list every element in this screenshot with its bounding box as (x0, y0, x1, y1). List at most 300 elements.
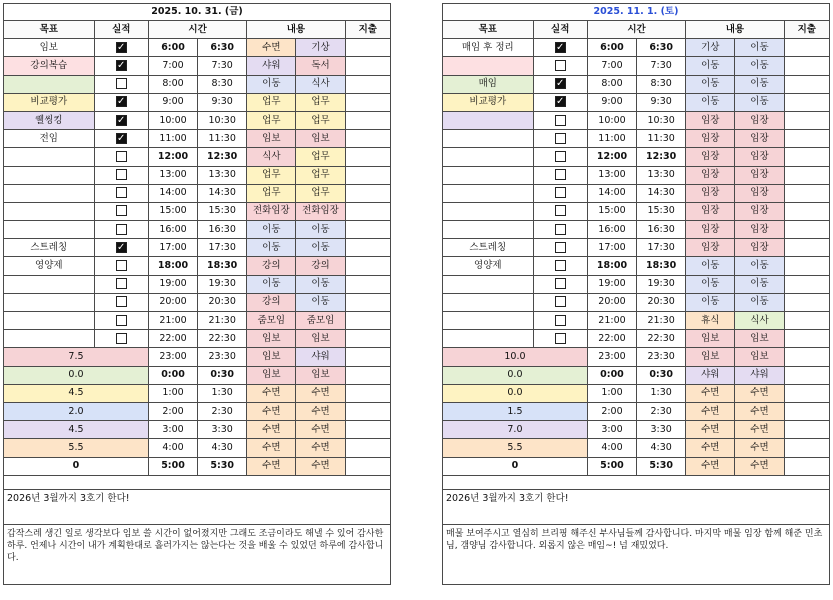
goal-cell[interactable] (4, 166, 95, 184)
activity-first-half[interactable]: 수면 (247, 421, 296, 439)
activity-second-half[interactable]: 식사 (296, 75, 345, 93)
expense-cell[interactable] (345, 312, 390, 330)
activity-first-half[interactable]: 강의 (247, 293, 296, 311)
expense-cell[interactable] (345, 75, 390, 93)
start-time: 16:00 (587, 221, 636, 239)
activity-first-half[interactable]: 식사 (247, 148, 296, 166)
expense-cell[interactable] (784, 439, 829, 457)
activity-second-half[interactable]: 수면 (735, 439, 784, 457)
activity-second-half[interactable]: 수면 (296, 384, 345, 402)
activity-second-half[interactable]: 업무 (296, 111, 345, 129)
activity-second-half[interactable]: 업무 (296, 148, 345, 166)
activity-first-half[interactable]: 임장 (686, 111, 735, 129)
checked-checkbox-icon[interactable]: ✓ (117, 96, 126, 108)
start-time: 9:00 (587, 93, 636, 111)
activity-first-half[interactable]: 업무 (247, 184, 296, 202)
expense-cell[interactable] (345, 348, 390, 366)
start-time: 16:00 (148, 221, 197, 239)
activity-second-half[interactable]: 임장 (735, 148, 784, 166)
header-expense: 지출 (784, 21, 829, 39)
goal-cell[interactable] (443, 130, 534, 148)
expense-cell[interactable] (784, 384, 829, 402)
summary-value: 0.0 (4, 366, 149, 384)
schedule-row (4, 148, 391, 166)
record-cell (533, 57, 587, 75)
activity-first-half[interactable]: 휴식 (686, 312, 735, 330)
empty-checkbox-icon[interactable] (555, 60, 566, 71)
checked-checkbox-icon[interactable]: ✓ (117, 41, 126, 53)
activity-first-half[interactable]: 수면 (247, 439, 296, 457)
activity-second-half[interactable]: 임장 (735, 166, 784, 184)
goal-cell[interactable]: 매임 (443, 75, 534, 93)
activity-second-half[interactable]: 이동 (296, 239, 345, 257)
activity-first-half[interactable]: 이동 (686, 257, 735, 275)
activity-first-half[interactable]: 업무 (247, 93, 296, 111)
expense-cell[interactable] (784, 111, 829, 129)
expense-cell[interactable] (345, 221, 390, 239)
goal-cell[interactable] (4, 202, 95, 220)
activity-first-half[interactable]: 업무 (247, 111, 296, 129)
goal-cell[interactable]: 매임 후 정리 (443, 39, 534, 57)
activity-first-half[interactable]: 샤워 (686, 366, 735, 384)
start-time: 12:00 (148, 148, 197, 166)
expense-cell[interactable] (345, 202, 390, 220)
activity-first-half[interactable]: 수면 (247, 457, 296, 475)
end-time: 0:30 (198, 366, 247, 384)
goal-cell[interactable] (443, 312, 534, 330)
empty-checkbox-icon[interactable] (555, 133, 566, 144)
goal-cell[interactable] (4, 221, 95, 239)
activity-first-half[interactable]: 이동 (686, 93, 735, 111)
activity-second-half[interactable]: 샤워 (735, 366, 784, 384)
expense-cell[interactable] (345, 257, 390, 275)
expense-cell[interactable] (784, 75, 829, 93)
expense-cell[interactable] (784, 330, 829, 348)
empty-checkbox-icon[interactable] (555, 224, 566, 235)
activity-second-half[interactable]: 수면 (735, 402, 784, 420)
goal-cell[interactable] (443, 293, 534, 311)
start-time: 22:00 (148, 330, 197, 348)
start-time: 1:00 (148, 384, 197, 402)
activity-second-half[interactable]: 임보 (296, 130, 345, 148)
expense-cell[interactable] (345, 166, 390, 184)
start-time: 19:00 (587, 275, 636, 293)
activity-second-half[interactable]: 임장 (735, 130, 784, 148)
goal-cell[interactable]: 임보 (4, 39, 95, 57)
gratitude-memo[interactable]: 매물 보여주시고 열심히 브리핑 해주신 부사님들께 감사합니다. 마지막 매물 임장 함께 해준 민초님, 갬양님 감사합니다. 외롭지 않은 매임~! 넘 재밌었다. (443, 524, 830, 584)
schedule-row (443, 130, 830, 148)
goal-cell[interactable]: 퀠씽킹 (4, 111, 95, 129)
expense-cell[interactable] (345, 239, 390, 257)
activity-second-half[interactable]: 이동 (735, 275, 784, 293)
activity-first-half[interactable]: 임장 (686, 130, 735, 148)
header-record: 실적 (533, 21, 587, 39)
checked-checkbox-icon[interactable]: ✓ (117, 59, 126, 71)
activity-first-half[interactable]: 수면 (247, 39, 296, 57)
end-time: 2:30 (637, 402, 686, 420)
activity-first-half[interactable]: 수면 (686, 384, 735, 402)
record-cell (533, 239, 587, 257)
expense-cell[interactable] (345, 39, 390, 57)
activity-second-half[interactable]: 수면 (735, 457, 784, 475)
empty-checkbox-icon[interactable] (116, 260, 127, 271)
expense-cell[interactable] (784, 366, 829, 384)
activity-first-half[interactable]: 이동 (686, 293, 735, 311)
empty-checkbox-icon[interactable] (555, 151, 566, 162)
schedule-row (443, 239, 830, 257)
schedule-row (443, 57, 830, 75)
activity-second-half[interactable]: 이동 (735, 57, 784, 75)
summary-row (4, 439, 391, 457)
expense-cell[interactable] (345, 293, 390, 311)
activity-second-half[interactable]: 이동 (296, 275, 345, 293)
empty-checkbox-icon[interactable] (116, 278, 127, 289)
start-time: 19:00 (148, 275, 197, 293)
empty-checkbox-icon[interactable] (555, 260, 566, 271)
summary-value: 0 (443, 457, 588, 475)
expense-cell[interactable] (784, 130, 829, 148)
expense-cell[interactable] (784, 93, 829, 111)
start-time: 5:00 (587, 457, 636, 475)
checked-checkbox-icon[interactable]: ✓ (117, 132, 126, 144)
end-time: 14:30 (637, 184, 686, 202)
activity-second-half[interactable]: 수면 (296, 439, 345, 457)
schedule-row (443, 148, 830, 166)
activity-first-half[interactable]: 수면 (686, 421, 735, 439)
expense-cell[interactable] (784, 293, 829, 311)
goal-cell[interactable] (4, 293, 95, 311)
end-time: 8:30 (198, 75, 247, 93)
activity-second-half[interactable]: 전화임장 (296, 202, 345, 220)
end-time: 22:30 (198, 330, 247, 348)
activity-second-half[interactable]: 수면 (296, 402, 345, 420)
activity-second-half[interactable]: 이동 (735, 75, 784, 93)
activity-second-half[interactable]: 이동 (735, 93, 784, 111)
activity-second-half[interactable]: 수면 (296, 421, 345, 439)
activity-second-half[interactable]: 업무 (296, 184, 345, 202)
activity-second-half[interactable]: 수면 (735, 384, 784, 402)
end-time: 11:30 (637, 130, 686, 148)
empty-checkbox-icon[interactable] (555, 296, 566, 307)
goal-cell[interactable] (443, 111, 534, 129)
goal-cell[interactable] (443, 57, 534, 75)
expense-cell[interactable] (784, 148, 829, 166)
activity-first-half[interactable]: 이동 (247, 239, 296, 257)
start-time: 14:00 (587, 184, 636, 202)
expense-cell[interactable] (784, 166, 829, 184)
checked-checkbox-icon[interactable]: ✓ (556, 41, 565, 53)
start-time: 0:00 (148, 366, 197, 384)
empty-checkbox-icon[interactable] (116, 151, 127, 162)
header-record: 실적 (94, 21, 148, 39)
activity-second-half[interactable]: 수면 (735, 421, 784, 439)
empty-checkbox-icon[interactable] (116, 169, 127, 180)
schedule-row (4, 312, 391, 330)
empty-checkbox-icon[interactable] (555, 315, 566, 326)
checked-checkbox-icon[interactable]: ✓ (117, 114, 126, 126)
goal-memo[interactable]: 2026년 3월까지 3호기 한다! (4, 489, 391, 524)
expense-cell[interactable] (345, 439, 390, 457)
activity-first-half[interactable]: 이동 (247, 275, 296, 293)
activity-first-half[interactable]: 임보 (247, 130, 296, 148)
checked-checkbox-icon[interactable]: ✓ (117, 241, 126, 253)
expense-cell[interactable] (345, 130, 390, 148)
summary-row (4, 384, 391, 402)
end-time: 15:30 (198, 202, 247, 220)
activity-second-half[interactable]: 강의 (296, 257, 345, 275)
goal-cell[interactable] (4, 275, 95, 293)
summary-value: 2.0 (4, 402, 149, 420)
activity-first-half[interactable]: 샤워 (247, 57, 296, 75)
activity-second-half[interactable]: 임장 (735, 202, 784, 220)
empty-checkbox-icon[interactable] (555, 242, 566, 253)
expense-cell[interactable] (784, 457, 829, 475)
activity-first-half[interactable]: 이동 (247, 221, 296, 239)
activity-second-half[interactable]: 업무 (296, 93, 345, 111)
goal-cell[interactable] (4, 312, 95, 330)
activity-second-half[interactable]: 줌모임 (296, 312, 345, 330)
goal-cell[interactable] (443, 202, 534, 220)
expense-cell[interactable] (784, 348, 829, 366)
header-goal: 목표 (4, 21, 95, 39)
expense-cell[interactable] (345, 184, 390, 202)
activity-first-half[interactable]: 임보 (686, 348, 735, 366)
activity-first-half[interactable]: 임장 (686, 221, 735, 239)
expense-cell[interactable] (784, 39, 829, 57)
empty-checkbox-icon[interactable] (116, 315, 127, 326)
empty-checkbox-icon[interactable] (555, 278, 566, 289)
start-time: 14:00 (148, 184, 197, 202)
goal-cell[interactable]: 영양제 (443, 257, 534, 275)
expense-cell[interactable] (784, 257, 829, 275)
record-cell (94, 39, 148, 57)
activity-first-half[interactable]: 수면 (686, 402, 735, 420)
activity-second-half[interactable]: 임장 (735, 184, 784, 202)
goal-cell[interactable] (443, 184, 534, 202)
record-cell (533, 75, 587, 93)
activity-first-half[interactable]: 임장 (686, 166, 735, 184)
start-time: 18:00 (148, 257, 197, 275)
activity-first-half[interactable]: 줌모임 (247, 312, 296, 330)
empty-checkbox-icon[interactable] (555, 333, 566, 344)
goal-cell[interactable]: 영양제 (4, 257, 95, 275)
empty-checkbox-icon[interactable] (116, 296, 127, 307)
schedule-row (443, 166, 830, 184)
activity-second-half[interactable]: 임장 (735, 221, 784, 239)
expense-cell[interactable] (784, 239, 829, 257)
spacer-row (443, 475, 830, 489)
summary-row (4, 457, 391, 475)
summary-value: 7.0 (443, 421, 588, 439)
empty-checkbox-icon[interactable] (116, 205, 127, 216)
activity-second-half[interactable]: 이동 (735, 257, 784, 275)
activity-first-half[interactable]: 임장 (686, 202, 735, 220)
activity-second-half[interactable]: 이동 (735, 39, 784, 57)
end-time: 4:30 (637, 439, 686, 457)
record-cell (533, 293, 587, 311)
schedule-row (4, 330, 391, 348)
activity-second-half[interactable]: 이동 (296, 293, 345, 311)
activity-first-half[interactable]: 임장 (686, 148, 735, 166)
end-time: 6:30 (198, 39, 247, 57)
activity-first-half[interactable]: 임보 (247, 348, 296, 366)
summary-value: 4.5 (4, 384, 149, 402)
gratitude-memo[interactable]: 갑작스레 생긴 일로 생각보다 임보 쓸 시간이 없어졌지만 그래도 조금이라도 해낼 수 있어 감사한 하루. 언제나 시간이 내가 계획한대로 흘러가지는 않는다는 것을 배울 수 있었던 하루에 감사합니다. (4, 524, 391, 584)
left-day-sheet (3, 3, 391, 585)
schedule-row (4, 75, 391, 93)
goal-cell[interactable]: 강의복습 (4, 57, 95, 75)
activity-first-half[interactable]: 수면 (247, 384, 296, 402)
summary-value: 4.5 (4, 421, 149, 439)
goal-cell[interactable] (4, 184, 95, 202)
expense-cell[interactable] (345, 366, 390, 384)
goal-cell[interactable]: 비교평가 (443, 93, 534, 111)
expense-cell[interactable] (345, 402, 390, 420)
expense-cell[interactable] (345, 57, 390, 75)
activity-second-half[interactable]: 이동 (296, 221, 345, 239)
expense-cell[interactable] (345, 330, 390, 348)
empty-checkbox-icon[interactable] (555, 169, 566, 180)
start-time: 13:00 (148, 166, 197, 184)
activity-first-half[interactable]: 이동 (686, 275, 735, 293)
checked-checkbox-icon[interactable]: ✓ (556, 96, 565, 108)
activity-second-half[interactable]: 임보 (735, 330, 784, 348)
schedule-row (443, 111, 830, 129)
goal-cell[interactable]: 스트레칭 (4, 239, 95, 257)
expense-cell[interactable] (784, 202, 829, 220)
record-cell (533, 148, 587, 166)
activity-first-half[interactable]: 이동 (247, 75, 296, 93)
start-time: 21:00 (587, 312, 636, 330)
expense-cell[interactable] (345, 93, 390, 111)
empty-checkbox-icon[interactable] (555, 187, 566, 198)
activity-second-half[interactable]: 임보 (735, 348, 784, 366)
goal-cell[interactable] (443, 148, 534, 166)
expense-cell[interactable] (784, 57, 829, 75)
activity-first-half[interactable]: 임장 (686, 239, 735, 257)
start-time: 8:00 (148, 75, 197, 93)
activity-first-half[interactable]: 강의 (247, 257, 296, 275)
activity-first-half[interactable]: 수면 (686, 457, 735, 475)
activity-first-half[interactable]: 이동 (686, 75, 735, 93)
activity-first-half[interactable]: 전화임장 (247, 202, 296, 220)
goal-cell[interactable] (443, 166, 534, 184)
goal-memo[interactable]: 2026년 3월까지 3호기 한다! (443, 489, 830, 524)
empty-checkbox-icon[interactable] (116, 224, 127, 235)
activity-second-half[interactable]: 기상 (296, 39, 345, 57)
activity-second-half[interactable]: 임장 (735, 111, 784, 129)
record-cell (533, 312, 587, 330)
activity-second-half[interactable]: 임보 (296, 366, 345, 384)
start-time: 2:00 (587, 402, 636, 420)
activity-second-half[interactable]: 독서 (296, 57, 345, 75)
start-time: 12:00 (587, 148, 636, 166)
expense-cell[interactable] (345, 457, 390, 475)
expense-cell[interactable] (784, 184, 829, 202)
activity-first-half[interactable]: 임장 (686, 184, 735, 202)
expense-cell[interactable] (345, 275, 390, 293)
goal-cell[interactable]: 스트레칭 (443, 239, 534, 257)
start-time: 17:00 (148, 239, 197, 257)
record-cell (533, 111, 587, 129)
empty-checkbox-icon[interactable] (555, 205, 566, 216)
end-time: 8:30 (637, 75, 686, 93)
goal-cell[interactable] (443, 275, 534, 293)
record-cell (94, 148, 148, 166)
record-cell (94, 275, 148, 293)
expense-cell[interactable] (784, 402, 829, 420)
end-time: 11:30 (198, 130, 247, 148)
empty-checkbox-icon[interactable] (116, 333, 127, 344)
expense-cell[interactable] (345, 384, 390, 402)
expense-cell[interactable] (784, 312, 829, 330)
expense-cell[interactable] (345, 148, 390, 166)
goal-cell[interactable]: 비교평가 (4, 93, 95, 111)
end-time: 7:30 (198, 57, 247, 75)
activity-second-half[interactable]: 식사 (735, 312, 784, 330)
empty-checkbox-icon[interactable] (555, 115, 566, 126)
schedule-row (4, 202, 391, 220)
activity-second-half[interactable]: 샤워 (296, 348, 345, 366)
end-time: 23:30 (637, 348, 686, 366)
date-title: 2025. 11. 1. (토) (443, 4, 830, 21)
goal-cell[interactable] (4, 75, 95, 93)
expense-cell[interactable] (345, 111, 390, 129)
activity-second-half[interactable]: 임보 (296, 330, 345, 348)
summary-value: 10.0 (443, 348, 588, 366)
expense-cell[interactable] (784, 421, 829, 439)
checked-checkbox-icon[interactable]: ✓ (556, 78, 565, 90)
activity-second-half[interactable]: 수면 (296, 457, 345, 475)
start-time: 7:00 (148, 57, 197, 75)
activity-first-half[interactable]: 업무 (247, 166, 296, 184)
start-time: 3:00 (148, 421, 197, 439)
activity-first-half[interactable]: 기상 (686, 39, 735, 57)
start-time: 11:00 (587, 130, 636, 148)
goal-cell[interactable]: 전임 (4, 130, 95, 148)
start-time: 21:00 (148, 312, 197, 330)
goal-cell[interactable] (443, 330, 534, 348)
header-goal: 목표 (443, 21, 534, 39)
activity-first-half[interactable]: 임보 (247, 366, 296, 384)
empty-checkbox-icon[interactable] (116, 78, 127, 89)
activity-second-half[interactable]: 이동 (735, 293, 784, 311)
expense-cell[interactable] (784, 221, 829, 239)
end-time: 12:30 (198, 148, 247, 166)
schedule-row (443, 39, 830, 57)
start-time: 23:00 (148, 348, 197, 366)
expense-cell[interactable] (345, 421, 390, 439)
start-time: 3:00 (587, 421, 636, 439)
summary-value: 0.0 (443, 384, 588, 402)
goal-cell[interactable] (4, 148, 95, 166)
goal-cell[interactable] (443, 221, 534, 239)
schedule-row (443, 221, 830, 239)
activity-first-half[interactable]: 임보 (686, 330, 735, 348)
activity-first-half[interactable]: 이동 (686, 57, 735, 75)
goal-cell[interactable] (4, 330, 95, 348)
activity-second-half[interactable]: 업무 (296, 166, 345, 184)
activity-first-half[interactable]: 임보 (247, 330, 296, 348)
record-cell (533, 184, 587, 202)
expense-cell[interactable] (784, 275, 829, 293)
activity-first-half[interactable]: 수면 (247, 402, 296, 420)
start-time: 22:00 (587, 330, 636, 348)
activity-second-half[interactable]: 임장 (735, 239, 784, 257)
activity-first-half[interactable]: 수면 (686, 439, 735, 457)
summary-row (4, 366, 391, 384)
empty-checkbox-icon[interactable] (116, 187, 127, 198)
